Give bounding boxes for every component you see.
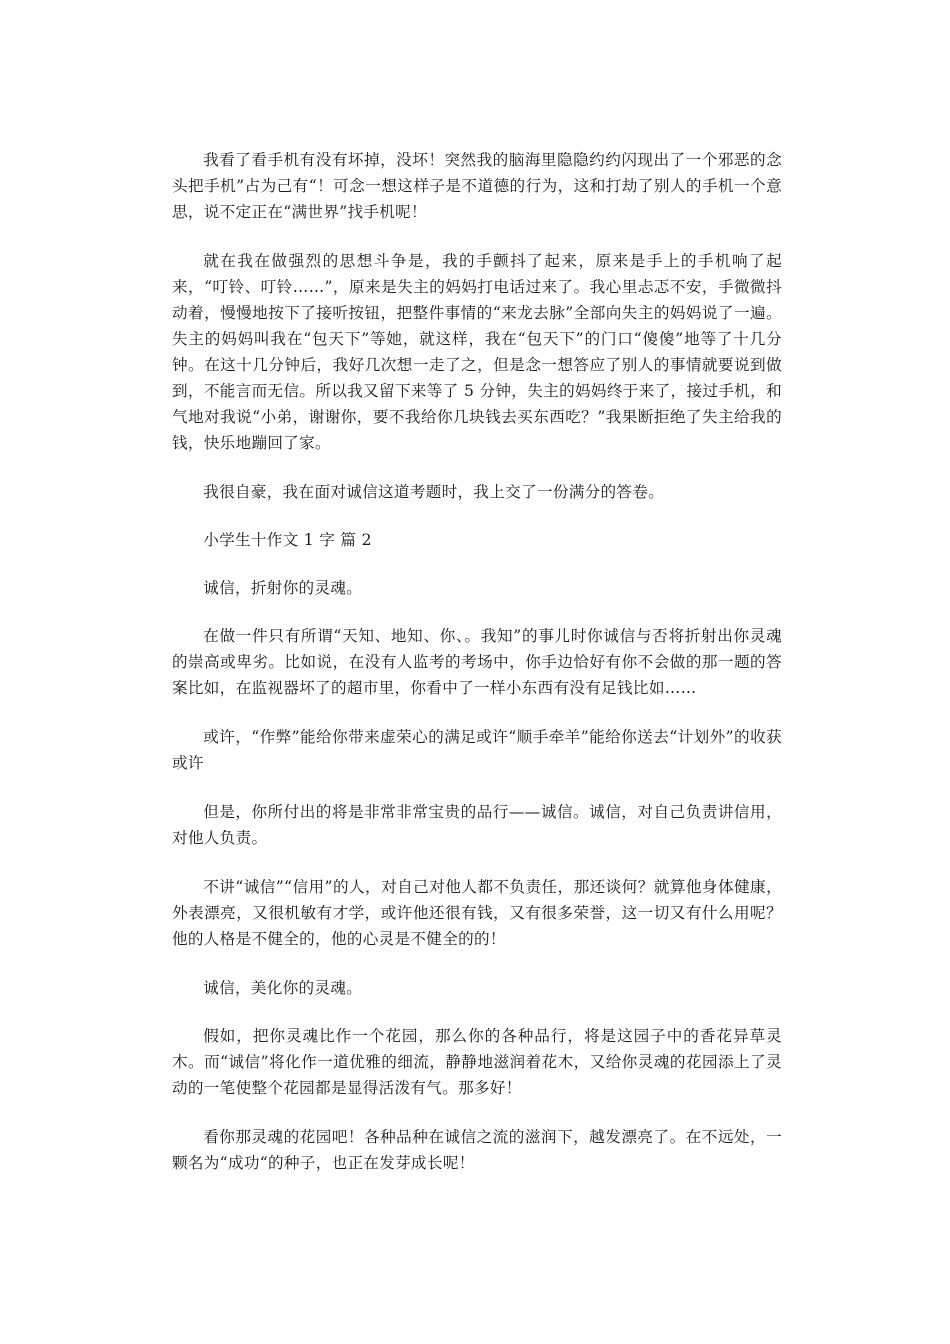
paragraph-look-garden: 看你那灵魂的花园吧！各种品种在诚信之流的滋润下，越发漂亮了。在不远处，一颗名为“成功“的种子，也正在发芽成长呢！ — [172, 1128, 782, 1172]
paragraph-beautify-soul: 诚信，美化你的灵魂。 — [203, 979, 363, 997]
paragraph-perhaps: 或许，“作弊”能给你带来虚荣心的满足或许“顺手牵羊”能给你送去“计划外”的收获或许 — [172, 728, 782, 772]
paragraph-reflect-soul: 诚信，折射你的灵魂。 — [203, 579, 363, 597]
paragraph-garden: 假如，把你灵魂比作一个花园，那么你的各种品行，将是这园子中的香花异草灵木。而“诚信”将化作一道优雅的细流，静静地滋润着花木，又给你灵魂的花园添上了灵动的一笔使整个花园都是显得活泼有气。那多好！ — [172, 1027, 782, 1097]
paragraph-heaven-knows: 在做一件只有所谓“天知、地知、你、。我知”的事儿时你诚信与否将折射出你灵魂的崇高或卑劣。比如说，在没有人监考的考场中，你手边恰好有你不会做的那一题的答案比如，在监视器坏了的超市里，你看中了一样小东西有没有足钱比如…… — [172, 627, 782, 697]
paragraph-proud: 我很自豪，我在面对诚信这道考题时，我上交了一份满分的答卷。 — [203, 483, 665, 501]
essay-heading: 小学生十作文 1 字 篇 2 — [203, 531, 372, 549]
paragraph-phone-return: 就在我在做强烈的思想斗争是，我的手颤抖了起来，原来是手上的手机响了起来，“叮铃、叮铃……”，原来是失主的妈妈打电话过来了。我心里忐忑不安，手微微抖动着，慢慢地按下了接听按钮，把整件事情的“来龙去脉”全部向失主的妈妈说了一遍。失主的妈妈叫我在“包天下”等她，就这样，我在“包天下”的门口“傻傻”地等了十几分钟。在这十几分钟后，我好几次想一走了之，但是念一想答应了别人的事情就要说到做到，不能言而无信。所以我又留下来等了 5 分钟，失主的妈妈终于来了，接过手机，和气地对我说“小弟，谢谢你，要不我给你几块钱去买东西吃？”我果断拒绝了失主给我的钱，快乐地蹦回了家。 — [172, 252, 782, 452]
paragraph-but: 但是，你所付出的将是非常非常宝贵的品行——诚信。诚信，对自己负责讲信用，对他人负责。 — [172, 803, 782, 847]
paragraph-phone-temptation: 我看了看手机有没有坏掉，没坏！突然我的脑海里隐隐约约闪现出了一个邪恶的念头把手机”占为己有“！可念一想这样子是不道德的行为，这和打劫了别人的手机一个意思，说不定正在“满世界”找手机呢！ — [172, 151, 782, 221]
paragraph-no-integrity: 不讲“诚信”“信用”的人，对自己对他人都不负责任，那还谈何？就算他身体健康，外表漂亮，又很机敏有才学，或许他还很有钱，又有很多荣誉，这一切又有什么用呢？他的人格是不健全的，他的心灵是不健全的的！ — [172, 878, 782, 948]
document-body — [172, 147, 782, 1199]
